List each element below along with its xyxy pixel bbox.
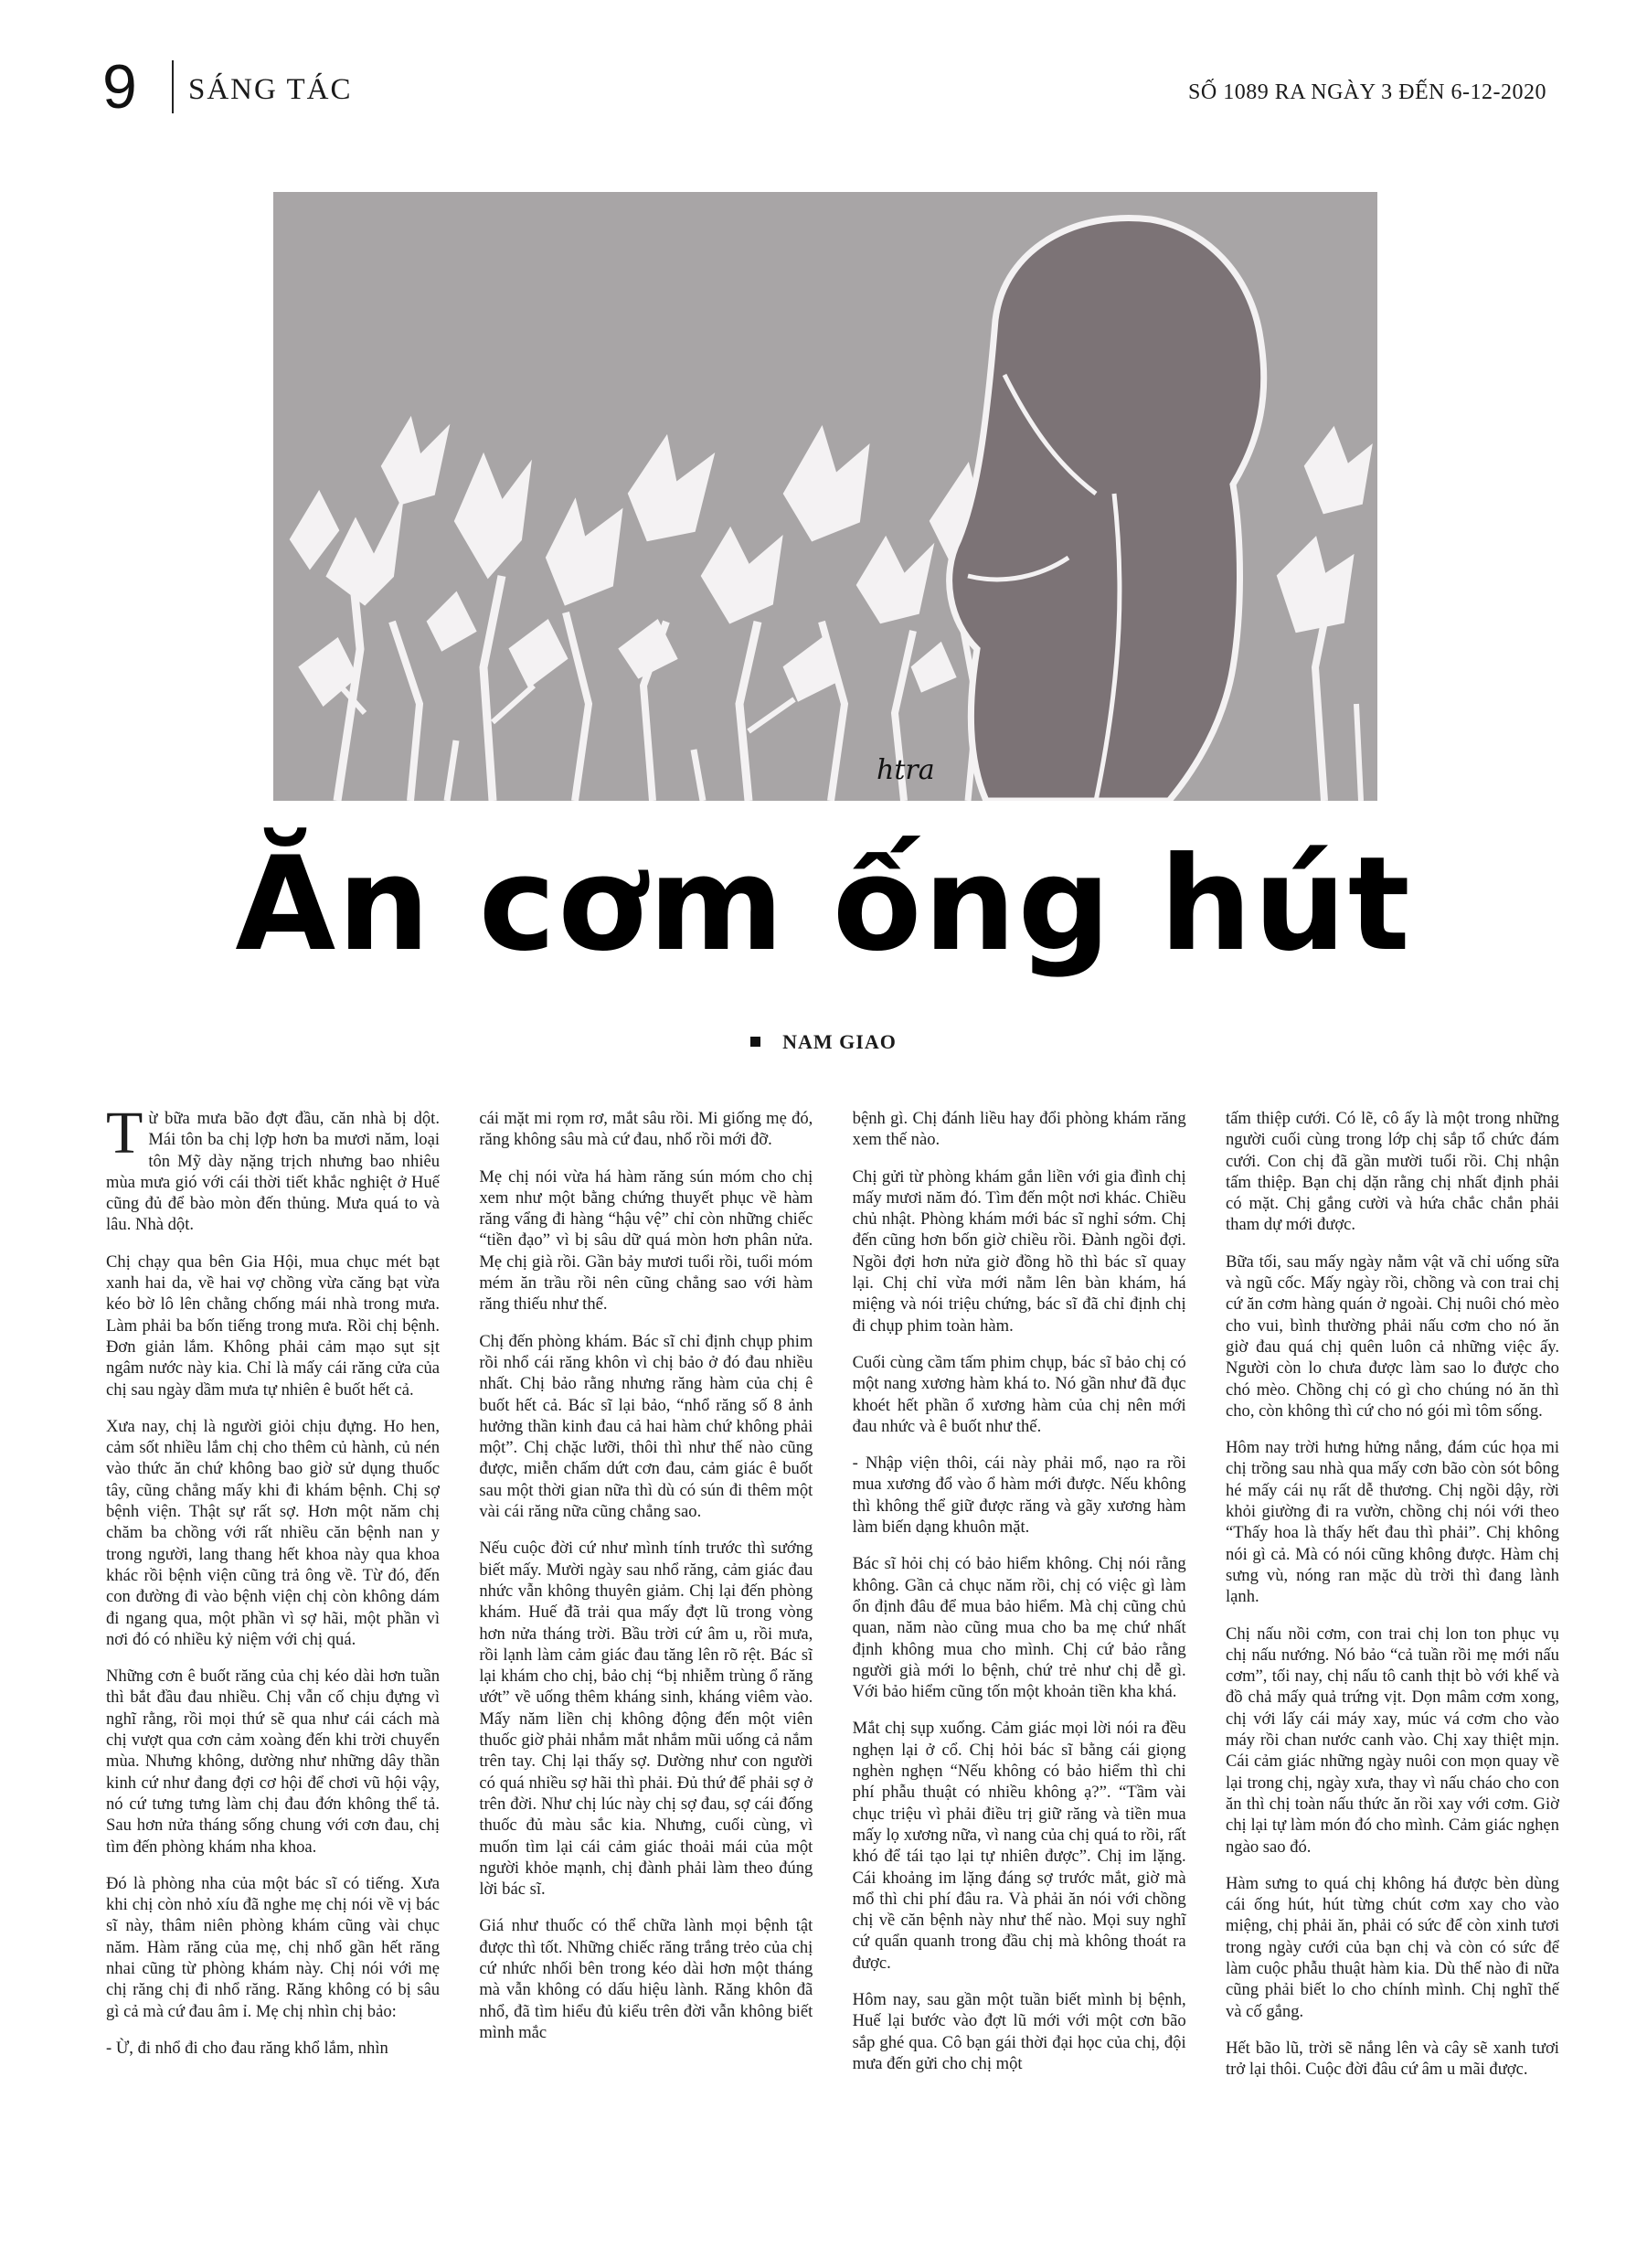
paragraph: Hôm nay, sau gần một tuần biết mình bị bệnh, Huế lại bước vào đợt lũ mới với một cơn bão sắp ghé qua. Cô bạn gái thời đại học của chị, đội mưa đến gửi cho chị một: [852, 1989, 1186, 2073]
illustration: [273, 192, 1377, 801]
paragraph: Nếu cuộc đời cứ như mình tính trước thì sướng biết mấy. Mười ngày sau nhổ răng, cảm giác đau nhức vẫn không thuyên giảm. Chị lại đến phòng khám. Huế đã trải qua mấy đợt lũ trong vòng hơn nửa tháng trời. Bầu trời cứ âm u, rồi mưa, rồi lạnh làm cảm giác đau tăng lên rõ rệt. Bác sĩ lại khám cho chị, bảo chị “bị nhiễm trùng ổ răng ướt” về uống thêm kháng sinh, kháng viêm vào. Mấy năm liền chị không động đến một viên thuốc giờ phải nhắm mắt nhắm mũi uống cả nắm trên tay. Chị lại thấy sợ. Dường như con người có quá nhiều sợ hãi thì phải. Đủ thứ để phải sợ ở trên đời. Như chị lúc này chị sợ đau, sợ cái đống thuốc đủ màu sắc kia. Nhưng, cuối cùng, vì muốn tìm lại cái cảm giác thoải mái của một người khỏe mạnh, chị đành phải làm theo đúng lời bác sĩ.: [479, 1539, 813, 1900]
paragraph: Từ bữa mưa bão đợt đầu, căn nhà bị dột. Mái tôn ba chị lợp hơn ba mươi năm, loại tôn Mỹ dày nặng trịch nhưng bao nhiêu mùa mưa gió với cái thời tiết khắc nghiệt ở Huế cũng đủ để bào mòn đến thủng. Mưa quá to và lâu. Nhà dột.: [106, 1108, 440, 1235]
issue-info: SỐ 1089 RA NGÀY 3 ĐẾN 6-12-2020: [1188, 80, 1546, 104]
paragraph: Mắt chị sụp xuống. Cảm giác mọi lời nói ra đều nghẹn lại ở cổ. Chị hỏi bác sĩ bằng cái giọng nghèn nghẹn “Nếu không có bảo hiểm thì chi phí phẫu thuật có nhiều không ạ?”. “Tầm vài chục triệu vì phải điều trị giữ răng và tiền mua mấy lọ xương nữa, vì nang của chị quá to rồi, rất khó để tái tạo lại tự nhiên được”. Chị im lặng. Cái khoảng im lặng đáng sợ trước mắt, giờ mà mổ thì chi phí đâu ra. Và phải ăn nói với chồng chị về căn bệnh này như thế nào. Mọi suy nghĩ cứ quẩn quanh trong đầu chị mà không thoát ra được.: [852, 1719, 1186, 1973]
column-1: [106, 1108, 440, 2241]
bullet-square-icon: [750, 1037, 760, 1047]
paragraph: Bác sĩ hỏi chị có bảo hiểm không. Chị nói rằng không. Gần cả chục năm rồi, chị có việc gì làm ổn định đâu để mua bảo hiểm. Mà chị cũng chủ quan, năm nào cũng mua cho ba mẹ chứ nhất định không mua cho mình. Chị cứ bảo rằng người già mới lo bệnh, chứ trẻ như chị dễ gì. Với bảo hiểm cũng tốn một khoản tiền kha khá.: [852, 1554, 1186, 1702]
paragraph: cái mặt mi rọm rơ, mắt sâu rồi. Mi giống mẹ đó, răng không sâu mà cứ đau, nhổ rồi mới đỡ.: [479, 1109, 813, 1150]
author-name: NAM GIAO: [782, 1030, 897, 1053]
artist-signature: htra: [877, 754, 935, 786]
column-4: [1226, 1108, 1559, 2241]
paragraph: Chị nấu nồi cơm, con trai chị lon ton phục vụ chị nấu nướng. Nó bảo “cả tuần rồi mẹ mới nấu cơm”, tối nay, chị nấu tô canh thịt bò với khế và đồ chả mấy quả trứng vịt. Dọn mâm cơm xong, chị với lấy cái máy xay, múc vá cơm cho vào máy rồi chan nước canh vào. Chị xay thiệt mịn. Cái cảm giác những ngày nuôi con mọn quay về lại trong chị, ngày xưa, thay vì nấu cháo cho con ăn thì chị toàn nấu thức ăn rồi xay với cơm. Giờ chị lại tự làm món đó cho mình. Cảm giác nghẹn ngào sao đó.: [1225, 1624, 1559, 1857]
byline: [0, 1028, 1647, 1056]
paragraph: Chị chạy qua bên Gia Hội, mua chục mét bạt xanh hai da, về hai vợ chồng vừa căng bạt vừa kéo bờ lô lên chằng chống mái nhà trong mưa. Làm phải ba bốn tiếng trong mưa. Rồi chị bệnh. Đơn giản lắm. Không phải cảm mạo sụt sịt ngâm nước này kia. Chỉ là mấy cái răng cửa của chị sau ngày dầm mưa tự nhiên ê buốt hết cả.: [106, 1251, 440, 1400]
page-header: [0, 52, 1647, 122]
article-title: Ăn cơm ống hút: [235, 829, 1412, 980]
paragraph: Hôm nay trời hưng hửng nắng, đám cúc họa mi chị trồng sau nhà qua mấy cơn bão còn sót bông hé mấy cái nụ rất dễ thương. Chị ngồi dậy, rời khỏi giường đi ra vườn, chồng chị nói với theo “Thấy hoa là thấy hết đau thì phải”. Chị không nói gì cả. Mà có nói cũng không được. Hàm chị sưng vù, nóng ran mặc dù trời thì đang lành lạnh.: [1225, 1438, 1559, 1607]
paragraph: Mẹ chị nói vừa há hàm răng sún móm cho chị xem như một bằng chứng thuyết phục về hàm răng vẩng đi hàng “hậu vệ” chỉ còn những chiếc “tiền đạo” vì bị sâu dữ quá mòn hơn phân nửa. Mẹ chị già rồi. Gần bảy mươi tuổi rồi, tuổi móm mém ăn trầu rồi nên cũng chẳng sao với hàm răng thiếu như thế.: [479, 1166, 813, 1315]
column-2: [479, 1108, 813, 2241]
paragraph: Chị gửi từ phòng khám gắn liền với gia đình chị mấy mươi năm đó. Tìm đến một nơi khác. Chiều chủ nhật. Phòng khám mới bác sĩ nghỉ sớm. Chị đến cũng hơn bốn giờ chiều rồi. Đành ngồi đợi. Ngồi đợi hơn nửa giờ đồng hồ thì bác sĩ quay lại. Chị chỉ vừa mới nằm lên bàn khám, há miệng và nói triệu chứng, bác sĩ đã chỉ định chị đi chụp phim toàn hàm.: [852, 1166, 1186, 1336]
paragraph: Xưa nay, chị là người giỏi chịu đựng. Ho hen, cảm sốt nhiều lắm chị cho thêm củ hành, củ nén vào thức ăn chứ không bao giờ sử dụng thuốc tây, cũng chẳng mấy khi đi khám bệnh. Chị sợ bệnh viện. Thật sự rất sợ. Hơn một năm chị chăm ba chồng với rất nhiều căn bệnh nan y trong người, lang thang hết khoa này qua khoa khác rồi bệnh viện cũng trả ông về. Từ đó, đến con đường đi vào bệnh viện chị còn không dám đi ngang qua, một phần vì sợ hãi, một phần vì nơi đó có nhiều kỷ niệm với chị quá.: [106, 1416, 440, 1649]
paragraph: Đó là phòng nha của một bác sĩ có tiếng. Xưa khi chị còn nhỏ xíu đã nghe mẹ chị nói về vị bác sĩ này, thâm niên phòng khám cũng vài chục năm. Hàm răng của mẹ, chị nhổ gần hết răng nhai cũng từ phòng khám này. Chị nói với mẹ chị răng chị đi nhổ răng. Răng không có bị sâu gì cả mà cứ đau âm ỉ. Mẹ chị nhìn chị bảo:: [106, 1873, 440, 2021]
paragraph: Chị đến phòng khám. Bác sĩ chỉ định chụp phim rồi nhổ cái răng khôn vì chị bảo ở đó đau nhiều nhất. Chị bảo rằng nhưng răng hàm của chị ê buốt hết cả. Bác sĩ lại bảo, “nhổ răng số 8 ảnh hưởng thần kinh đau cả hai hàm chứ không phải một”. Chị chặc lưỡi, thôi thì như thế nào cũng được, miễn chấm dứt cơn đau, cảm giác ê buốt sau một thời gian nữa thì dù có sún đi thêm một vài cái răng nữa cũng chẳng sao.: [479, 1331, 813, 1522]
paragraph: bệnh gì. Chị đánh liều hay đổi phòng khám răng xem thế nào.: [852, 1109, 1186, 1150]
column-3: [853, 1108, 1186, 2241]
paragraph: Hết bão lũ, trời sẽ nắng lên và cây sẽ xanh tươi trở lại thôi. Cuộc đời đâu cứ âm u mãi được.: [1225, 2038, 1559, 2080]
paragraph: Hàm sưng to quá chị không há được bèn dùng cái ống hút, hút từng chút cơm xay cho vào miệng, chị phải ăn, phải có sức để còn xinh tươi trong ngày cưới của bạn chị và còn có sức để làm cuộc phẫu thuật hàm kia. Dù thế nào đi nữa cũng phải biết lo cho chính mình. Chị nghĩ thế và cố gắng.: [1225, 1873, 1559, 2021]
section-name: SÁNG TÁC: [188, 73, 353, 106]
paragraph: Bữa tối, sau mấy ngày nằm vật vã chỉ uống sữa và ngũ cốc. Mấy ngày rồi, chồng và con trai chị cứ ăn cơm hàng quán ở ngoài. Chị nuôi chó mèo cho vui, bình thường phải nấu cơm cho nó ăn giờ đau quá chị quên luôn cả những việc ấy. Người còn lo chưa được làm sao lo được cho chó mèo. Chồng chị có gì cho chúng nó ăn thì cho, còn không thì cứ cho nó gói mì tôm sống.: [1225, 1251, 1559, 1421]
paragraph: Những cơn ê buốt răng của chị kéo dài hơn tuần thì bắt đầu đau nhiều. Chị vẫn cố chịu đựng vì nghĩ rằng, rồi mọi thứ sẽ qua như cái cách mà chị vượt qua cơn cảm xoàng đến khi trời chuyển mùa. Nhưng không, dường như những dây thần kinh cứ như đang đợi cơ hội để chơi vũ hội vậy, nó cứ tưng tưng làm chị đau đớn không thể tả. Sau hơn nửa tháng sống chung với cơn đau, chị tìm đến phòng khám nha khoa.: [106, 1666, 440, 1857]
page-number: 9: [102, 52, 137, 122]
paragraph: Giá như thuốc có thể chữa lành mọi bệnh tật được thì tốt. Những chiếc răng trắng trẻo của chị cứ nhức nhối bên trong kéo dài hơn một tháng mà vẫn không có dấu hiệu lành. Răng khôn đã nhổ, đã tìm hiểu đủ kiểu trên đời vẫn không biết mình mắc: [479, 1916, 813, 2042]
article-body: [106, 1108, 1559, 2241]
paragraph: Cuối cùng cầm tấm phim chụp, bác sĩ bảo chị có một nang xương hàm khá to. Nó gần như đã đục khoét hết phần ổ xương hàm của chị nên mới đau nhức và ê buốt như thế.: [852, 1352, 1186, 1436]
drop-cap: T: [106, 1108, 143, 1166]
paragraph: tấm thiệp cưới. Có lẽ, cô ấy là một trong những người cuối cùng trong lớp chị sắp tổ chức đám cưới. Con chị đã gần mười tuổi rồi. Chị nhận tấm thiệp. Bạn chị dặn rằng chị nhất định phải có mặt. Chị gắng cười và hứa chắc chắn phải tham dự mới được.: [1225, 1109, 1559, 1235]
header-divider: [172, 60, 174, 113]
paragraph: - Ừ, đi nhổ đi cho đau răng khổ lắm, nhìn: [106, 2038, 388, 2058]
paragraph: - Nhập viện thôi, cái này phải mổ, nạo ra rồi mua xương đổ vào ổ hàm mới được. Nếu không thì không thể giữ được răng và gãy xương hàm làm biến dạng khuôn mặt.: [852, 1453, 1186, 1538]
